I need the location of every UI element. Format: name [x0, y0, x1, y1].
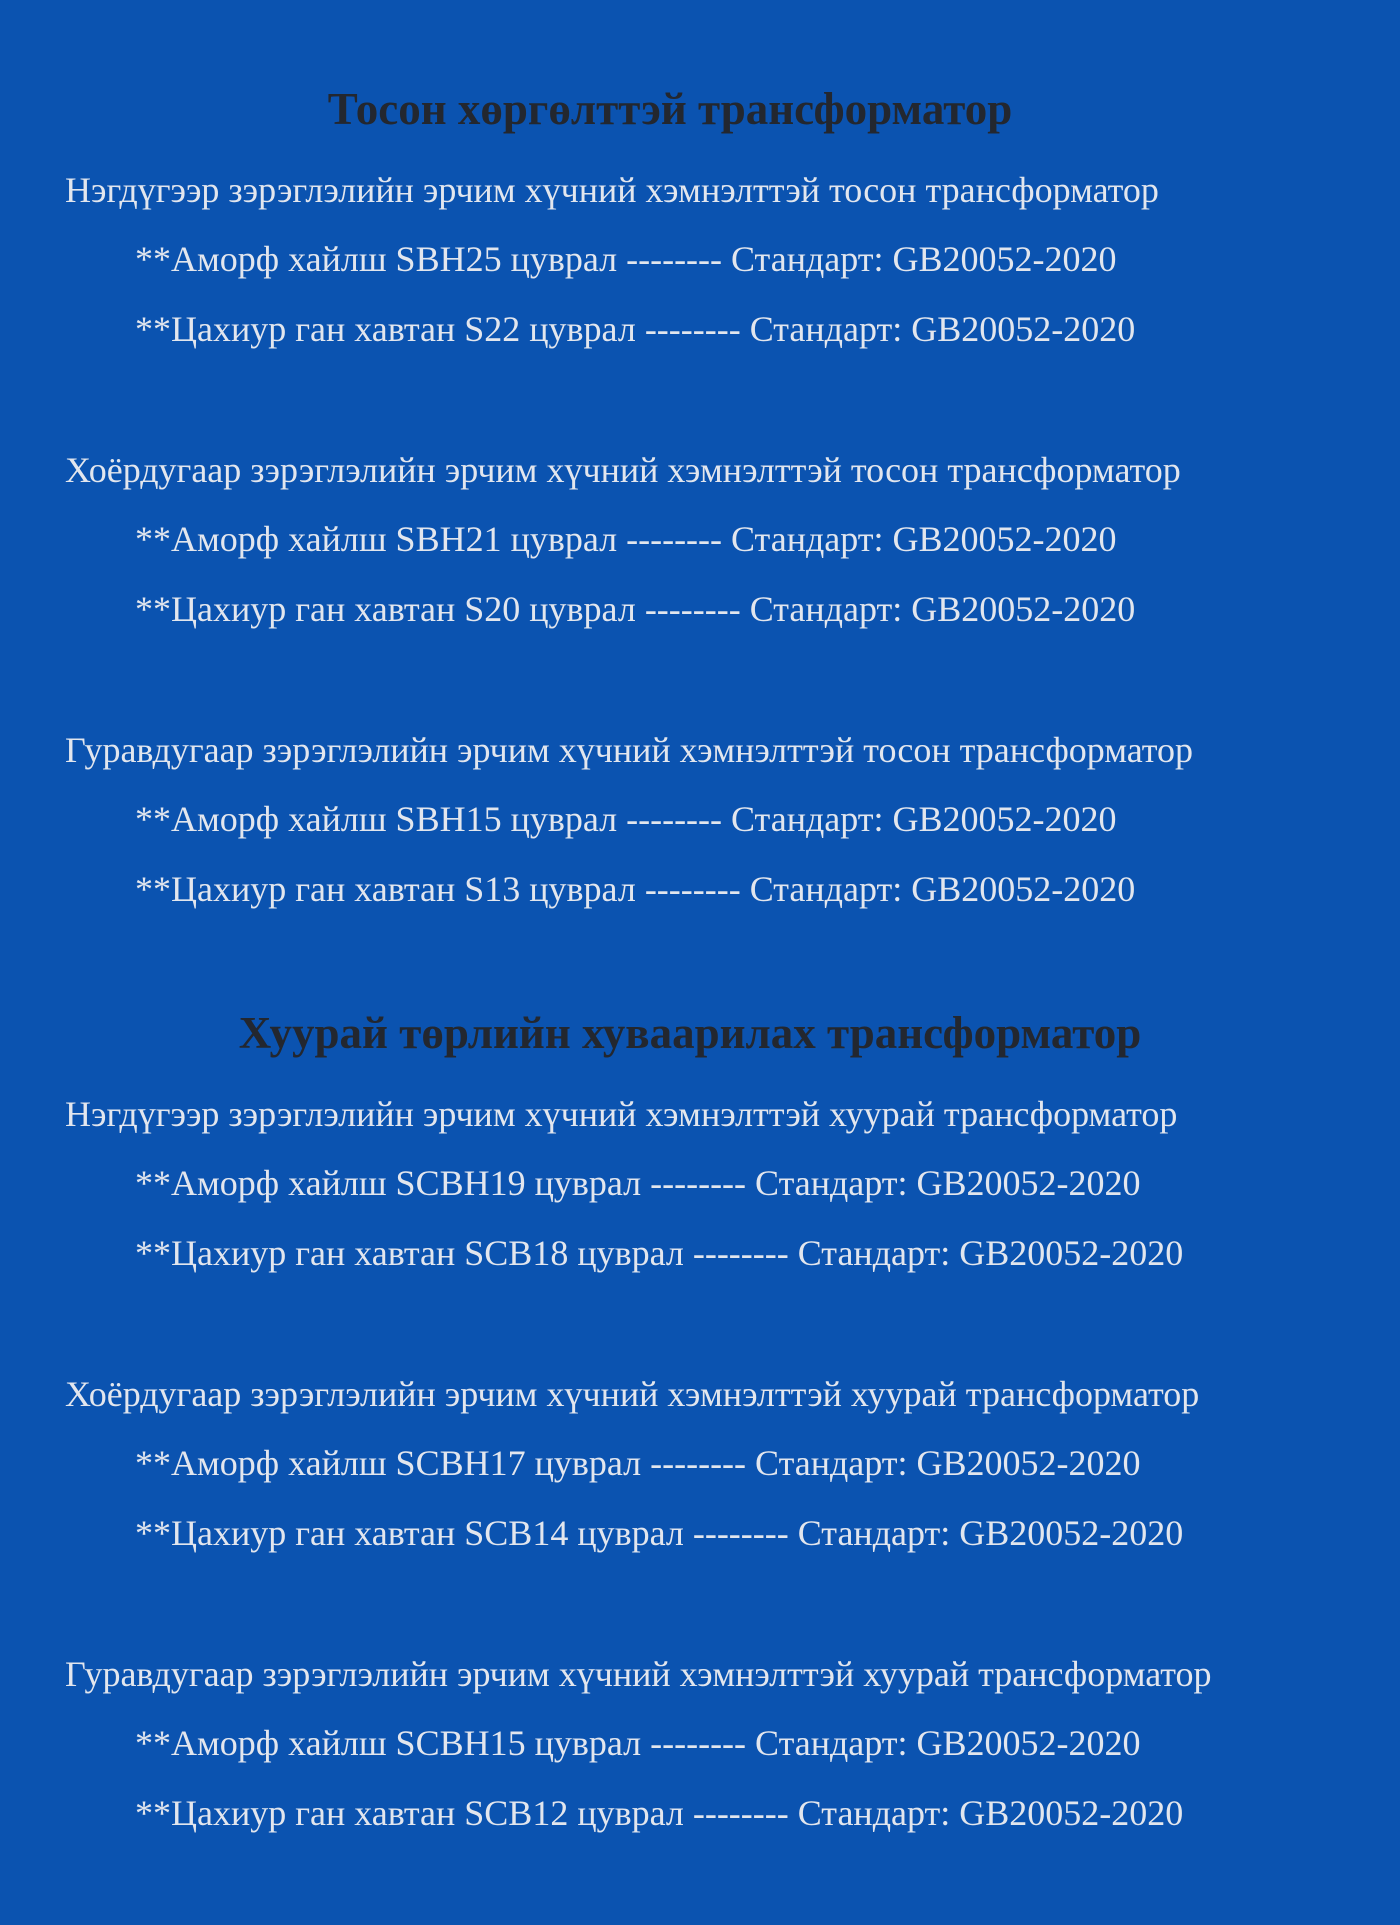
group-heading: Нэгдүгээр зэрэглэлийн эрчим хүчний хэмнэлттэй хуурай трансформатор [65, 1094, 1178, 1134]
list-item: **Цахиур ган хавтан SCB12 цуврал -------- Стандарт: GB20052-2020 [135, 1793, 1184, 1833]
list-item: **Аморф хайлш SBH21 цуврал -------- Стандарт: GB20052-2020 [135, 519, 1117, 559]
section-title: Хуурай төрлийн хуваарилах трансформатор [238, 1008, 1142, 1058]
list-item: **Аморф хайлш SBH15 цуврал -------- Стандарт: GB20052-2020 [135, 799, 1117, 839]
list-item: **Цахиур ган хавтан S13 цуврал -------- Стандарт: GB20052-2020 [135, 869, 1136, 909]
list-item: **Аморф хайлш SCBH19 цуврал -------- Стандарт: GB20052-2020 [135, 1163, 1141, 1203]
section-title: Тосон хөргөлттэй трансформатор [327, 84, 1013, 134]
list-item: **Цахиур ган хавтан SCB18 цуврал -------- Стандарт: GB20052-2020 [135, 1233, 1184, 1273]
list-item: **Аморф хайлш SBH25 цуврал -------- Стандарт: GB20052-2020 [135, 239, 1117, 279]
group-heading: Гуравдугаар зэрэглэлийн эрчим хүчний хэмнэлттэй хуурай трансформатор [65, 1654, 1212, 1694]
list-item: **Цахиур ган хавтан S20 цуврал -------- Стандарт: GB20052-2020 [135, 589, 1136, 629]
list-item: **Цахиур ган хавтан SCB14 цуврал -------- Стандарт: GB20052-2020 [135, 1513, 1184, 1553]
list-item: **Аморф хайлш SCBH15 цуврал -------- Стандарт: GB20052-2020 [135, 1723, 1141, 1763]
group-heading: Хоёрдугаар зэрэглэлийн эрчим хүчний хэмнэлттэй хуурай трансформатор [65, 1374, 1200, 1414]
list-item: **Цахиур ган хавтан S22 цуврал -------- Стандарт: GB20052-2020 [135, 309, 1136, 349]
group-heading: Хоёрдугаар зэрэглэлийн эрчим хүчний хэмнэлттэй тосон трансформатор [65, 450, 1181, 490]
group-heading: Нэгдүгээр зэрэглэлийн эрчим хүчний хэмнэлттэй тосон трансформатор [65, 170, 1159, 210]
list-item: **Аморф хайлш SCBH17 цуврал -------- Стандарт: GB20052-2020 [135, 1443, 1141, 1483]
group-heading: Гуравдугаар зэрэглэлийн эрчим хүчний хэмнэлттэй тосон трансформатор [65, 730, 1194, 770]
